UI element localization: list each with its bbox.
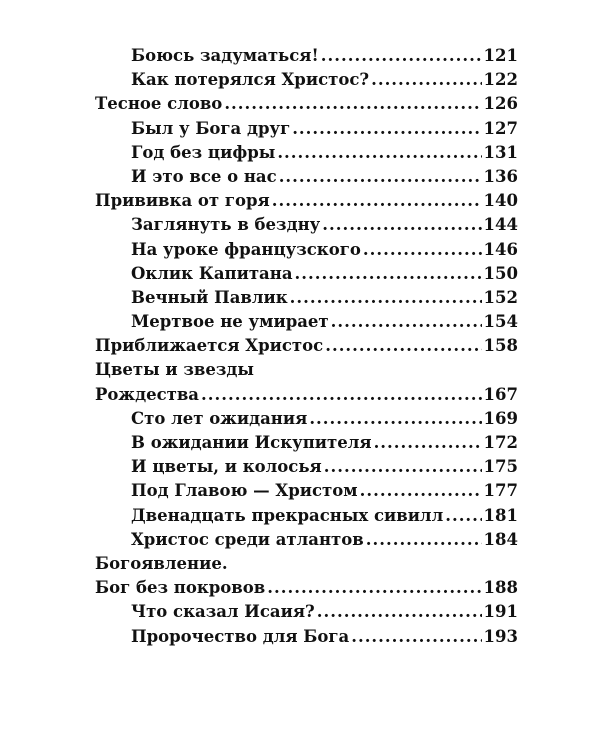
dot-leader [309, 407, 481, 431]
toc-entry-title: Приближается Христос [95, 336, 324, 356]
toc-entry-page: 131 [483, 142, 518, 162]
toc-entry[interactable] [95, 455, 518, 479]
toc-entry-title: На уроке французского [131, 239, 361, 259]
toc-entry-title: Прививка от горя [95, 191, 270, 211]
toc-entry-title: Богоявление. [95, 553, 228, 573]
toc-entry[interactable] [95, 310, 518, 334]
toc-entry-page: 154 [483, 312, 518, 332]
toc-entry-title: Пророчество для Бога [131, 626, 350, 646]
toc-entry-page: 121 [483, 46, 518, 65]
toc-entry-title: Оклик Капитана [131, 263, 293, 283]
dot-leader [325, 334, 481, 358]
toc-entry[interactable] [95, 576, 518, 600]
toc-entry[interactable] [95, 213, 518, 237]
toc-entry-title: В ожидании Искупителя [131, 433, 372, 452]
dot-leader [351, 625, 481, 649]
dot-leader [322, 213, 481, 237]
toc-entry[interactable] [95, 383, 518, 407]
dot-leader [277, 141, 481, 165]
dot-leader [366, 528, 482, 552]
toc-entry-title: Что сказал Исаия? [131, 602, 315, 622]
toc-entry-title: Год без цифры [131, 142, 276, 162]
toc-entry[interactable] [95, 552, 518, 576]
toc-entry-page: 127 [483, 118, 518, 138]
toc-entry-page: 175 [483, 457, 518, 477]
toc-entry[interactable] [95, 431, 518, 455]
toc-entry[interactable] [95, 334, 518, 358]
toc-entry-title: Как потерялся Христос? [131, 70, 370, 90]
dot-leader [445, 504, 481, 528]
toc-entry[interactable] [95, 117, 518, 141]
toc-entry[interactable] [95, 286, 518, 310]
toc-entry[interactable] [95, 238, 518, 262]
toc-entry-page: 126 [483, 94, 518, 114]
toc-entry[interactable] [95, 504, 518, 528]
dot-leader [324, 455, 482, 479]
toc-entry[interactable] [95, 528, 518, 552]
toc-entry[interactable] [95, 165, 518, 189]
toc-entry[interactable] [95, 625, 518, 649]
dot-leader [363, 238, 482, 262]
dot-leader [272, 189, 482, 213]
toc-entry[interactable] [95, 600, 518, 624]
toc-entry[interactable] [95, 262, 518, 286]
toc-entry-title: Вечный Павлик [131, 287, 288, 307]
toc-entry[interactable] [95, 407, 518, 431]
toc-entry-page: 144 [483, 215, 518, 235]
toc-entry[interactable] [95, 358, 518, 382]
toc-entry-title: Бог без покровов [95, 578, 266, 598]
toc-entry-page: 136 [483, 166, 518, 186]
dot-leader [374, 431, 482, 455]
toc-entry-page: 158 [483, 336, 518, 356]
dot-leader [279, 165, 482, 189]
toc-entry-page: 146 [483, 239, 518, 259]
toc-entry-page: 181 [483, 505, 518, 525]
toc-entry-title: Тесное слово [95, 94, 223, 114]
toc-entry[interactable] [95, 44, 518, 68]
toc-entry-title: Под Главою — Христом [131, 481, 358, 501]
toc-entry-page: 140 [483, 191, 518, 211]
dot-leader [201, 383, 482, 407]
toc-entry-page: 172 [483, 433, 518, 452]
dot-leader [317, 600, 482, 624]
toc-entry-title: Двенадцать прекрасных сивилл [131, 505, 444, 525]
toc-entry-title: Христос среди атлантов [131, 529, 364, 549]
toc-entry-title: Мертвое не умирает [131, 312, 329, 332]
toc-entry[interactable] [95, 68, 518, 92]
toc-entry-page: 152 [483, 287, 518, 307]
dot-leader [292, 117, 481, 141]
toc-entry-title: Боюсь задуматься! [131, 46, 319, 65]
toc-entry[interactable] [95, 479, 518, 503]
dot-leader [360, 479, 482, 503]
toc-entry-title: И это все о нас [131, 166, 277, 186]
toc-entry[interactable] [95, 92, 518, 116]
toc-entry-page: 177 [483, 481, 518, 501]
toc-entry-page: 188 [483, 578, 518, 598]
toc-entry-page: 150 [483, 263, 518, 283]
toc-entry-title: Сто лет ожидания [131, 408, 308, 428]
dot-leader [290, 286, 482, 310]
dot-leader [321, 44, 482, 68]
toc-entry-title: Был у Бога друг [131, 118, 291, 138]
toc-entry[interactable] [95, 141, 518, 165]
toc-entry-page: 191 [483, 602, 518, 622]
toc-entry[interactable] [95, 189, 518, 213]
toc-entry-page: 193 [483, 626, 518, 646]
toc-entry-page: 167 [483, 384, 518, 404]
toc-entry-page: 184 [483, 529, 518, 549]
toc-entry-page: 122 [483, 70, 518, 90]
toc-entry-title: Заглянуть в бездну [131, 215, 321, 235]
toc-entry-page: 169 [483, 408, 518, 428]
dot-leader [224, 92, 481, 116]
dot-leader [267, 576, 481, 600]
toc-entry-title: Рождества [95, 384, 199, 404]
table-of-contents [95, 44, 518, 649]
dot-leader [295, 262, 482, 286]
toc-entry-title: И цветы, и колосья [131, 457, 322, 477]
dot-leader [371, 68, 481, 92]
toc-entry-title: Цветы и звезды [95, 360, 254, 380]
dot-leader [331, 310, 482, 334]
